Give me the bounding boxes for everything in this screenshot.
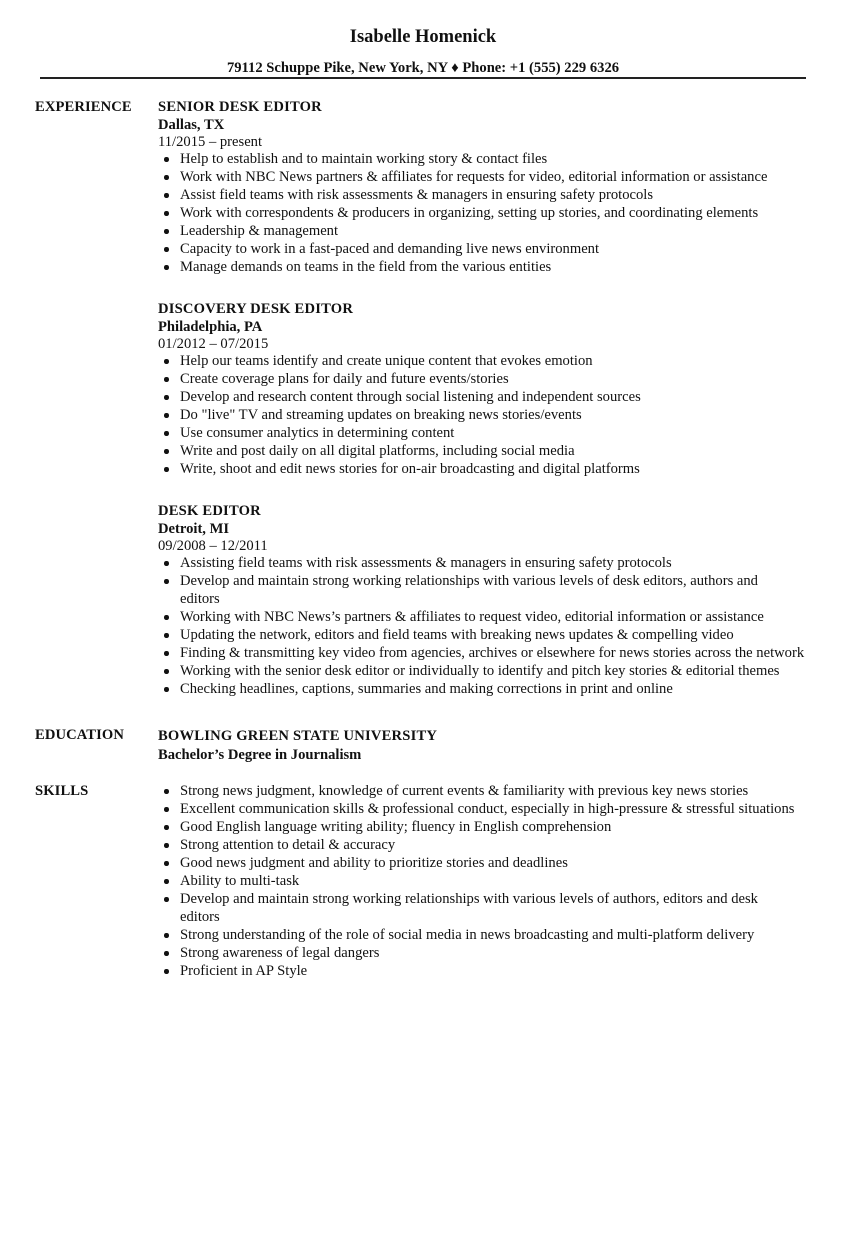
- list-item: [158, 554, 818, 572]
- bullet-icon: [164, 897, 169, 902]
- bullet-text: Capacity to work in a fast-paced and demanding live news environment: [180, 241, 600, 257]
- job-title: DISCOVERY DESK EDITOR: [158, 301, 354, 317]
- bullet-text: Strong news judgment, knowledge of current events & familiarity with previous key news stories: [180, 783, 749, 799]
- candidate-name: Isabelle Homenick: [349, 27, 497, 47]
- job-entry: [158, 98, 818, 276]
- job-title: SENIOR DESK EDITOR: [158, 99, 322, 115]
- job-dates: 11/2015 – present: [158, 134, 263, 150]
- list-item: [158, 644, 818, 662]
- job-bullets: [158, 554, 818, 698]
- bullet-text: Create coverage plans for daily and future events/stories: [180, 371, 509, 387]
- bullet-text: Leadership & management: [180, 223, 339, 239]
- bullet-icon: [164, 193, 169, 198]
- bullet-icon: [164, 579, 169, 584]
- bullet-icon: [164, 969, 169, 974]
- bullet-text: Develop and maintain strong working relationships with various levels of desk editors, authors and editors: [180, 573, 758, 607]
- bullet-icon: [164, 933, 169, 938]
- bullet-text: Strong attention to detail & accuracy: [180, 837, 396, 853]
- bullet-text: Help to establish and to maintain working story & contact files: [180, 151, 548, 167]
- section-label-skills: SKILLS: [35, 783, 89, 799]
- bullet-text: Working with NBC News’s partners & affiliates to request video, editorial information or assistance: [180, 609, 764, 625]
- list-item: [158, 352, 818, 370]
- bullet-text: Work with NBC News partners & affiliates for requests for video, editorial information or assistance: [180, 169, 768, 185]
- bullet-icon: [164, 951, 169, 956]
- bullet-text: Work with correspondents & producers in organizing, setting up stories, and coordinating elements: [180, 205, 759, 221]
- bullet-icon: [164, 651, 169, 656]
- degree: Bachelor’s Degree in Journalism: [158, 747, 362, 763]
- skills-entry: [158, 782, 818, 980]
- list-item: [158, 944, 818, 962]
- job-bullets: [158, 352, 818, 478]
- list-item: [158, 186, 818, 204]
- job-location: Detroit, MI: [158, 521, 230, 537]
- bullet-icon: [164, 229, 169, 234]
- section-label-education: EDUCATION: [35, 727, 125, 743]
- bullet-text: Assist field teams with risk assessments & managers in ensuring safety protocols: [180, 187, 654, 203]
- bullet-icon: [164, 431, 169, 436]
- list-item: [158, 872, 818, 890]
- list-item: [158, 836, 818, 854]
- bullet-icon: [164, 633, 169, 638]
- bullet-icon: [164, 175, 169, 180]
- job-dates: 09/2008 – 12/2011: [158, 538, 268, 554]
- bullet-icon: [164, 669, 169, 674]
- bullet-icon: [164, 615, 169, 620]
- bullet-icon: [164, 211, 169, 216]
- job-entry: [158, 300, 818, 478]
- list-item: [158, 800, 818, 818]
- school-name: BOWLING GREEN STATE UNIVERSITY: [158, 728, 438, 744]
- bullet-text: Develop and maintain strong working relationships with various levels of authors, editors and desk editors: [180, 891, 758, 925]
- list-item: [158, 782, 818, 800]
- bullet-icon: [164, 687, 169, 692]
- bullet-text: Good news judgment and ability to prioritize stories and deadlines: [180, 855, 568, 871]
- list-item: [158, 424, 818, 442]
- section-label-experience: EXPERIENCE: [35, 99, 132, 115]
- bullet-icon: [164, 157, 169, 162]
- bullet-icon: [164, 843, 169, 848]
- skills-list: [158, 782, 818, 980]
- contact-line: 79112 Schuppe Pike, New York, NY ♦ Phone: +1 (555) 229 6326: [226, 60, 620, 76]
- bullet-icon: [164, 377, 169, 382]
- list-item: [158, 222, 818, 240]
- list-item: [158, 926, 818, 944]
- list-item: [158, 240, 818, 258]
- bullet-text: Strong understanding of the role of social media in news broadcasting and multi-platform delivery: [180, 927, 755, 943]
- list-item: [158, 962, 818, 980]
- bullet-icon: [164, 247, 169, 252]
- bullet-text: Strong awareness of legal dangers: [180, 945, 380, 961]
- bullet-icon: [164, 265, 169, 270]
- bullet-text: Assisting field teams with risk assessments & managers in ensuring safety protocols: [180, 555, 672, 571]
- bullet-icon: [164, 789, 169, 794]
- bullet-text: Ability to multi-task: [180, 873, 300, 889]
- bullet-text: Help our teams identify and create unique content that evokes emotion: [180, 353, 593, 369]
- bullet-text: Proficient in AP Style: [180, 963, 308, 979]
- education-entry: [158, 727, 818, 764]
- list-item: [158, 608, 818, 626]
- bullet-text: Excellent communication skills & professional conduct, especially in high-pressure & stressful situations: [180, 801, 795, 817]
- job-bullets: [158, 150, 818, 276]
- bullet-icon: [164, 413, 169, 418]
- bullet-text: Write and post daily on all digital platforms, including social media: [180, 443, 575, 459]
- bullet-text: Checking headlines, captions, summaries and making corrections in print and online: [180, 681, 673, 697]
- bullet-icon: [164, 395, 169, 400]
- list-item: [158, 662, 818, 680]
- list-item: [158, 890, 800, 926]
- job-dates: 01/2012 – 07/2015: [158, 336, 269, 352]
- bullet-text: Finding & transmitting key video from agencies, archives or elsewhere for news stories across the network: [180, 645, 805, 661]
- bullet-text: Use consumer analytics in determining content: [180, 425, 455, 441]
- bullet-icon: [164, 879, 169, 884]
- job-location: Philadelphia, PA: [158, 319, 263, 335]
- bullet-text: Working with the senior desk editor or individually to identify and pitch key stories & editorial themes: [180, 663, 780, 679]
- job-location: Dallas, TX: [158, 117, 225, 133]
- bullet-icon: [164, 561, 169, 566]
- bullet-text: Write, shoot and edit news stories for on-air broadcasting and digital platforms: [180, 461, 640, 477]
- job-entry: [158, 502, 818, 698]
- bullet-icon: [164, 449, 169, 454]
- list-item: [158, 626, 818, 644]
- list-item: [158, 388, 818, 406]
- list-item: [158, 168, 818, 186]
- list-item: [158, 854, 818, 872]
- list-item: [158, 406, 818, 424]
- bullet-text: Manage demands on teams in the field from the various entities: [180, 259, 552, 275]
- list-item: [158, 258, 818, 276]
- bullet-text: Updating the network, editors and field teams with breaking news updates & compelling video: [180, 627, 734, 643]
- list-item: [158, 572, 790, 608]
- list-item: [158, 442, 818, 460]
- bullet-icon: [164, 359, 169, 364]
- bullet-icon: [164, 825, 169, 830]
- header-divider: [40, 77, 806, 79]
- list-item: [158, 370, 818, 388]
- bullet-icon: [164, 861, 169, 866]
- list-item: [158, 204, 818, 222]
- bullet-text: Do "live" TV and streaming updates on breaking news stories/events: [180, 407, 582, 423]
- bullet-icon: [164, 807, 169, 812]
- bullet-text: Develop and research content through social listening and independent sources: [180, 389, 641, 405]
- list-item: [158, 150, 818, 168]
- job-title: DESK EDITOR: [158, 503, 261, 519]
- list-item: [158, 680, 818, 698]
- list-item: [158, 460, 818, 478]
- list-item: [158, 818, 818, 836]
- bullet-text: Good English language writing ability; fluency in English comprehension: [180, 819, 612, 835]
- bullet-icon: [164, 467, 169, 472]
